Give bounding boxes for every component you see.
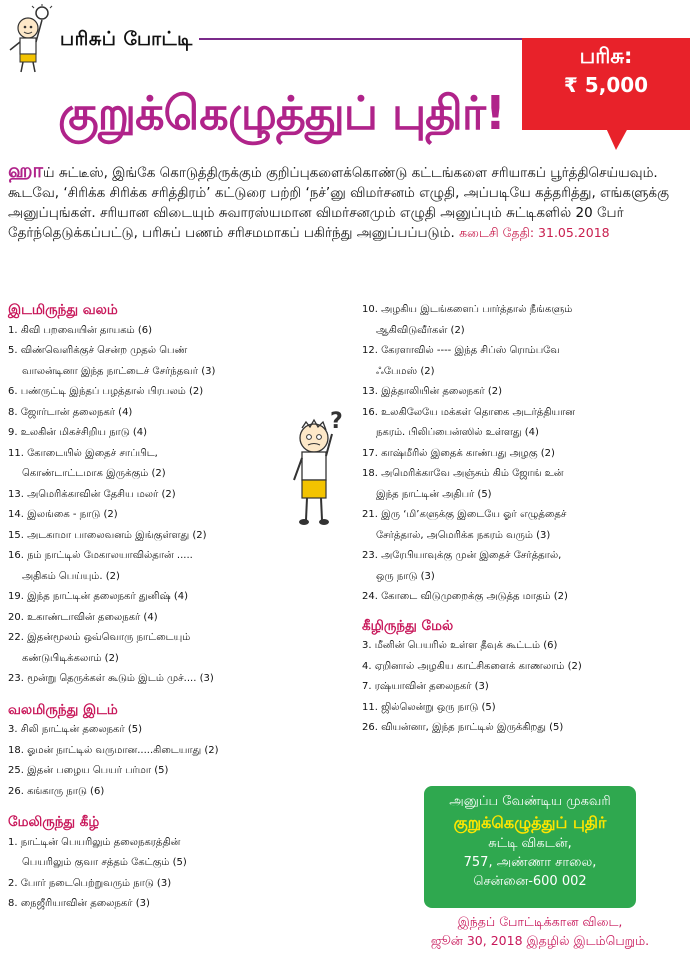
clue-text: 8. நைஜீரியாவின் தலைநகர் (3): [8, 898, 150, 909]
clue-item: [362, 403, 698, 444]
confused-kid-icon: [286, 408, 356, 528]
clue-item: [362, 444, 698, 465]
clue-item: [8, 669, 348, 690]
clue-text: 9. உலகின் மிகச்சிறிய நாடு (4): [8, 427, 148, 438]
clue-text: 21. இரு ‘மி’களுக்கு இடையே ஓர் எழுத்தைச்: [362, 509, 567, 520]
clue-text-continued: அதிகம் பெய்யும். (2): [22, 570, 120, 582]
clue-text: 17. காஷ்மீரில் இதைக் காண்பது அழகு (2): [362, 447, 555, 459]
clue-text: 23. அரேபியாவுக்கு முன் இதைச் சேர்த்தால்,: [362, 550, 562, 561]
address-line4: சென்னை-600 002: [473, 874, 587, 889]
clue-text: 12. கேரளாவில் ---- இந்த சிப்ஸ் ரொம்பவே: [362, 345, 560, 356]
page-title: குறுக்கெழுத்துப் புதிர்!: [58, 86, 505, 140]
answer-note-line1: இந்தப் போட்டிக்கான விடை,: [457, 914, 623, 929]
clue-item: [362, 382, 698, 403]
clue-text: 7. ரஷ்யாவின் தலைநகர் (3): [362, 681, 489, 692]
clue-list-up: [362, 636, 698, 739]
clue-text: 18. ஓமன் நாட்டில் வருமான.....கிடையாது (2): [8, 744, 219, 756]
clue-item: [8, 608, 348, 629]
clue-text: 11. ஜில்லென்று ஒரு நாடு (5): [362, 701, 496, 713]
clue-text: 13. அமெரிக்காவின் தேசிய மலர் (2): [8, 488, 176, 500]
section-heading-right-to-left: வலமிருந்து இடம்: [8, 701, 118, 718]
clue-text: 2. போர் நடைபெற்றுவரும் நாடு (3): [8, 877, 172, 889]
cartoon-kid-idea-icon: [6, 4, 58, 74]
clue-item: [362, 636, 698, 657]
address-line1: அனுப்ப வேண்டிய முகவரி: [449, 794, 611, 809]
clue-item: [8, 321, 348, 342]
address-line2: சுட்டி விகடன்,: [488, 836, 572, 851]
clue-text: 16. நம் நாட்டில் மேகாலயாவில்தான் .....: [8, 550, 193, 561]
prize-amount: ₹ 5,000: [563, 73, 649, 97]
clue-item: [362, 587, 698, 608]
section-heading-down: மேலிருந்து கீழ்: [8, 814, 100, 830]
clue-item: [8, 546, 348, 587]
intro-text: ய் சுட்டீஸ், இங்கே கொடுத்திருக்கும் குறிப்புகளைக்கொண்டு கட்டங்களை சரியாகப் பூர்த்திசெய்யவும். கூடவே, ‘சிரிக்க சிரிக்க சரித்திரம்’ கட்டுரை பற்றி ‘நச்’னு விமர்சனம் எழுதி, அப்படியே கத்தரித்து, எங்களுக்கு அனுப்புங்கள். சரியான விடையும் சுவாரஸ்யமான விமர்சனமும் எழுதி அனுப்பும் சுட்டிகளில் 20 பேர் தேர்ந்தெடுக்கப்பட்டு, பரிசுப் பணம் சரிசமமாகப் பகிர்ந்து அனுப்பப்படும்.: [8, 165, 669, 241]
clue-item: [8, 761, 348, 782]
clue-item: [8, 833, 348, 874]
clue-item: [362, 718, 698, 739]
clue-item: [362, 341, 698, 382]
clue-text: 8. ஜோர்டான் தலைநகர் (4): [8, 406, 133, 418]
clue-text: 13. இத்தாலியின் தலைநகர் (2): [362, 386, 503, 397]
clue-text: 18. அமெரிக்காவே அஞ்சும் கிம் ஜோங் உன்: [362, 468, 564, 479]
clue-text-continued: நகரம். பிலிப்பைன்ஸில் உள்ளது (4): [376, 427, 539, 438]
clue-item: [8, 874, 348, 895]
clue-text: 4. ஏறினால் அழகிய காட்சிகளைக் காணலாம் (2): [362, 660, 582, 672]
clue-text-continued: இந்த நாட்டின் அதிபர் (5): [376, 488, 492, 500]
clue-text: 26. வியன்னா, இந்த நாட்டில் இருக்கிறது (5): [362, 722, 564, 733]
clue-text-continued: பெயரிலும் குவா சத்தம் கேட்கும் (5): [22, 857, 187, 868]
section-heading-across: இடமிருந்து வலம்: [8, 302, 118, 318]
clue-item: [8, 628, 348, 669]
clue-text-continued: வாலன்டினா இந்த நாட்டைச் சேர்ந்தவர் (3): [22, 365, 216, 377]
clue-text: 6. பண்ருட்டி இந்தப் பழத்தால் பிரபலம் (2): [8, 386, 204, 397]
clue-item: [362, 300, 698, 341]
prize-badge: [522, 38, 690, 130]
clue-text-continued: ஒரு நாடு (3): [376, 570, 435, 582]
clue-text: 20. உகாண்டாவின் தலைநகர் (4): [8, 611, 158, 623]
clue-item: [8, 526, 348, 547]
clue-text: 3. சிலி நாட்டின் தலைநகர் (5): [8, 724, 143, 735]
clue-item: [362, 677, 698, 698]
clue-list-right-to-left: [8, 720, 348, 802]
address-title: குறுக்கெழுத்துப் புதிர்: [453, 813, 607, 832]
clue-text: 24. கோடை விடுமுறைக்கு அடுத்த மாதம் (2): [362, 591, 568, 602]
clue-text: 10. அழகிய இடங்களைப் பார்த்தால் நீங்களும்: [362, 304, 573, 315]
prize-badge-tail: [606, 128, 628, 150]
clue-item: [8, 782, 348, 803]
intro-first-letter: ஹா: [8, 158, 43, 182]
answer-note: [420, 912, 660, 950]
clue-text-continued: சேர்த்தால், அமெரிக்க நகரம் வரும் (3): [376, 529, 551, 541]
clue-item: [362, 698, 698, 719]
clue-text-continued: ஃபேமஸ் (2): [376, 365, 435, 377]
clue-list-down: [8, 833, 348, 915]
clue-item: [8, 382, 348, 403]
clue-item: [8, 720, 348, 741]
clue-text: 26. கங்காரு நாடு (6): [8, 785, 105, 797]
clue-item: [362, 657, 698, 678]
svg-text:?: ?: [330, 409, 343, 434]
clue-text: 3. மீனின் பெயரில் உள்ள தீவுக் கூட்டம் (6): [362, 640, 558, 651]
section-heading-up: கீழிருந்து மேல்: [362, 617, 454, 634]
prize-label: பரிசு:: [579, 44, 633, 68]
intro-paragraph: [8, 160, 692, 243]
clue-item: [362, 464, 698, 505]
clue-text: 16. உலகிலேயே மக்கள் தொகை அடர்த்தியான: [362, 406, 576, 418]
clue-text: 11. கோடையில் இதைச் சாப்பிட,: [8, 447, 158, 459]
clue-text: 5. விண்வெளிக்குச் சென்ற முதல் பெண்: [8, 345, 188, 356]
clues-left-column: [8, 300, 348, 915]
address-line3: 757, அண்ணா சாலை,: [463, 855, 597, 870]
clue-text-continued: கொண்டாட்டமாக இருக்கும் (2): [22, 468, 166, 479]
clues-right-column: [362, 300, 698, 739]
clue-text: 1. கிவி பறவையின் தாயகம் (6): [8, 324, 152, 336]
clue-item: [362, 546, 698, 587]
contest-label: பரிசுப் போட்டி: [60, 28, 199, 53]
clue-text: 15. அடகாமா பாலைவனம் இங்குள்ளது (2): [8, 529, 207, 541]
clue-list-across-continued: [362, 300, 698, 608]
clue-item: [8, 341, 348, 382]
clue-item: [8, 894, 348, 915]
clue-text: 22. இதன்மூலம் ஒவ்வொரு நாட்டையும்: [8, 632, 191, 643]
clue-item: [8, 741, 348, 762]
clue-item: [362, 505, 698, 546]
address-box: [424, 786, 636, 908]
deadline: கடைசி தேதி: 31.05.2018: [459, 225, 610, 240]
clue-text: 14. இலங்கை - நாடு (2): [8, 509, 118, 520]
clue-text-continued: கண்டுபிடிக்கலாம் (2): [22, 652, 119, 664]
clue-text: 25. இதன் பழைய பெயர் பர்மா (5): [8, 765, 169, 776]
clue-item: [8, 587, 348, 608]
answer-note-line2: ஜூன் 30, 2018 இதழில் இடம்பெறும்.: [430, 933, 650, 948]
clue-text: 19. இந்த நாட்டின் தலைநகர் துனிஷ் (4): [8, 591, 189, 602]
clue-text: 23. மூன்று தெருக்கள் கூடும் இடம் முச்.... (3): [8, 673, 214, 684]
clue-text-continued: ஆகிவிடுவீர்கள் (2): [376, 324, 465, 336]
clue-text: 1. நாட்டின் பெயரிலும் தலைநகரத்தின்: [8, 836, 181, 848]
